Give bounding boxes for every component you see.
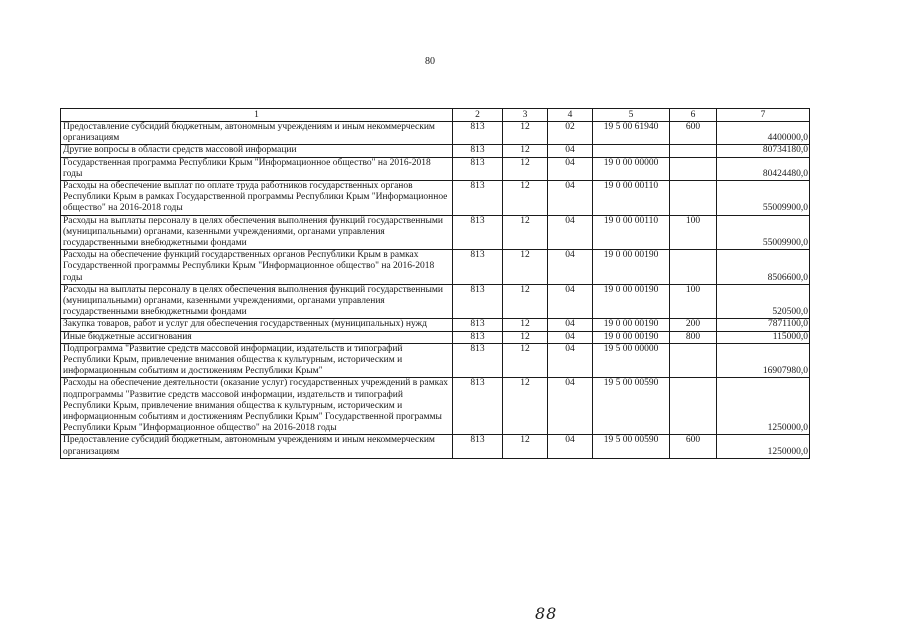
row-name-cell: Предоставление субсидий бюджетным, автономным учреждениям и иным некоммерческим организациям <box>61 122 453 145</box>
row-name-cell: Государственная программа Республики Крым "Информационное общество" на 2016-2018 годы <box>61 157 453 180</box>
target-article-cell: 19 0 00 00190 <box>593 319 670 331</box>
ministry-code-cell: 813 <box>453 145 503 157</box>
expense-type-cell: 600 <box>670 122 717 145</box>
target-article-cell: 19 5 00 00590 <box>593 435 670 458</box>
section-cell: 12 <box>503 435 548 458</box>
column-header: 3 <box>503 109 548 122</box>
column-header: 5 <box>593 109 670 122</box>
ministry-code-cell: 813 <box>453 284 503 319</box>
table-row <box>61 215 810 250</box>
subsection-cell: 04 <box>548 181 593 216</box>
ministry-code-cell: 813 <box>453 215 503 250</box>
ministry-code-cell: 813 <box>453 319 503 331</box>
row-name-cell: Расходы на выплаты персоналу в целях обеспечения выполнения функций государственными (муниципальными) органами, казенными учреждениями, органами управления государственными внебюджетными фондами <box>61 284 453 319</box>
subsection-cell: 02 <box>548 122 593 145</box>
table-header-row <box>61 109 810 122</box>
row-name-cell: Расходы на обеспечение функций государственных органов Республики Крым в рамках Государственной программы Республики Крым "Информационное общество" на 2016-2018 годы <box>61 250 453 285</box>
expense-type-cell <box>670 378 717 435</box>
table-row <box>61 331 810 343</box>
expense-type-cell <box>670 145 717 157</box>
table-row <box>61 145 810 157</box>
row-name-cell: Подпрограмма "Развитие средств массовой информации, издательств и типографий Республики Крым, привлечение внимания общества к культурным, историческим и информационным событиям и достижениям Республики Крым" <box>61 343 453 378</box>
table-row <box>61 122 810 145</box>
row-name-cell: Иные бюджетные ассигнования <box>61 331 453 343</box>
subsection-cell: 04 <box>548 331 593 343</box>
section-cell: 12 <box>503 319 548 331</box>
subsection-cell: 04 <box>548 435 593 458</box>
target-article-cell: 19 0 00 00110 <box>593 181 670 216</box>
subsection-cell: 04 <box>548 343 593 378</box>
ministry-code-cell: 813 <box>453 157 503 180</box>
target-article-cell: 19 0 00 00110 <box>593 215 670 250</box>
amount-cell: 80424480,0 <box>717 157 810 180</box>
subsection-cell: 04 <box>548 284 593 319</box>
table-row <box>61 181 810 216</box>
section-cell: 12 <box>503 250 548 285</box>
ministry-code-cell: 813 <box>453 331 503 343</box>
section-cell: 12 <box>503 122 548 145</box>
amount-cell: 55009900,0 <box>717 215 810 250</box>
target-article-cell: 19 5 00 00590 <box>593 378 670 435</box>
column-header: 6 <box>670 109 717 122</box>
section-cell: 12 <box>503 284 548 319</box>
expense-type-cell: 200 <box>670 319 717 331</box>
subsection-cell: 04 <box>548 319 593 331</box>
section-cell: 12 <box>503 378 548 435</box>
table-row <box>61 284 810 319</box>
amount-cell: 115000,0 <box>717 331 810 343</box>
target-article-cell <box>593 145 670 157</box>
row-name-cell: Расходы на выплаты персоналу в целях обеспечения выполнения функций государственными (муниципальными) органами, казенными учреждениями, органами управления государственными внебюджетными фондами <box>61 215 453 250</box>
ministry-code-cell: 813 <box>453 250 503 285</box>
column-header: 1 <box>61 109 453 122</box>
table-row <box>61 319 810 331</box>
subsection-cell: 04 <box>548 157 593 180</box>
row-name-cell: Другие вопросы в области средств массовой информации <box>61 145 453 157</box>
row-name-cell: Расходы на обеспечение деятельности (оказание услуг) государственных учреждений в рамках подпрограммы "Развитие средств массовой информации, издательств и типографий Республики Крым, привлечение внимания общества к культурным, историческим и информационным событиям и достижениям Республики Крым" Государственной программы Республики Крым "Информационное общество" на 2016-2018 годы <box>61 378 453 435</box>
column-header: 2 <box>453 109 503 122</box>
expense-type-cell <box>670 343 717 378</box>
table-row <box>61 157 810 180</box>
table-row <box>61 250 810 285</box>
amount-cell: 520500,0 <box>717 284 810 319</box>
amount-cell: 8506600,0 <box>717 250 810 285</box>
section-cell: 12 <box>503 343 548 378</box>
table-body <box>61 122 810 459</box>
ministry-code-cell: 813 <box>453 378 503 435</box>
target-article-cell: 19 5 00 61940 <box>593 122 670 145</box>
expense-type-cell: 100 <box>670 284 717 319</box>
table-row <box>61 343 810 378</box>
budget-table <box>60 108 810 459</box>
row-name-cell: Расходы на обеспечение выплат по оплате труда работников государственных органов Республики Крым в рамках Государственной программы Республики Крым "Информационное общество" на 2016-2018 годы <box>61 181 453 216</box>
ministry-code-cell: 813 <box>453 181 503 216</box>
amount-cell: 16907980,0 <box>717 343 810 378</box>
expense-type-cell <box>670 181 717 216</box>
section-cell: 12 <box>503 145 548 157</box>
section-cell: 12 <box>503 157 548 180</box>
row-name-cell: Предоставление субсидий бюджетным, автономным учреждениям и иным некоммерческим организациям <box>61 435 453 458</box>
handwritten-page-number: 88 <box>535 604 558 623</box>
expense-type-cell: 600 <box>670 435 717 458</box>
ministry-code-cell: 813 <box>453 122 503 145</box>
column-header: 4 <box>548 109 593 122</box>
target-article-cell: 19 0 00 00190 <box>593 250 670 285</box>
table-row <box>61 435 810 458</box>
amount-cell: 1250000,0 <box>717 435 810 458</box>
target-article-cell: 19 0 00 00000 <box>593 157 670 180</box>
ministry-code-cell: 813 <box>453 343 503 378</box>
subsection-cell: 04 <box>548 250 593 285</box>
expense-type-cell <box>670 157 717 180</box>
expense-type-cell <box>670 250 717 285</box>
column-header: 7 <box>717 109 810 122</box>
page-number: 80 <box>425 56 435 67</box>
row-name-cell: Закупка товаров, работ и услуг для обеспечения государственных (муниципальных) нужд <box>61 319 453 331</box>
subsection-cell: 04 <box>548 145 593 157</box>
target-article-cell: 19 5 00 00000 <box>593 343 670 378</box>
expense-type-cell: 800 <box>670 331 717 343</box>
target-article-cell: 19 0 00 00190 <box>593 331 670 343</box>
table-row <box>61 378 810 435</box>
target-article-cell: 19 0 00 00190 <box>593 284 670 319</box>
subsection-cell: 04 <box>548 378 593 435</box>
amount-cell: 1250000,0 <box>717 378 810 435</box>
ministry-code-cell: 813 <box>453 435 503 458</box>
amount-cell: 80734180,0 <box>717 145 810 157</box>
amount-cell: 7871100,0 <box>717 319 810 331</box>
amount-cell: 4400000,0 <box>717 122 810 145</box>
expense-type-cell: 100 <box>670 215 717 250</box>
subsection-cell: 04 <box>548 215 593 250</box>
section-cell: 12 <box>503 331 548 343</box>
section-cell: 12 <box>503 215 548 250</box>
section-cell: 12 <box>503 181 548 216</box>
amount-cell: 55009900,0 <box>717 181 810 216</box>
